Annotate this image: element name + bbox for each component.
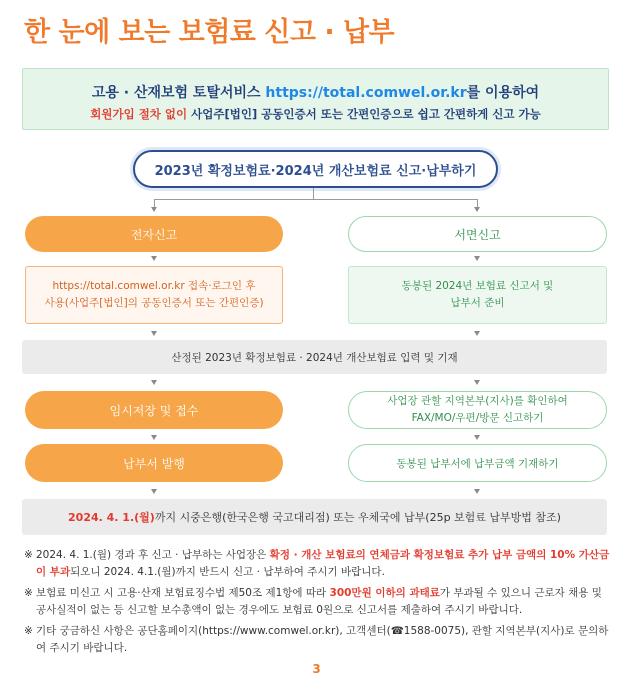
page-title: 한 눈에 보는 보험료 신고 · 납부 xyxy=(24,17,395,48)
note-mark: ※ xyxy=(24,625,33,637)
arrow-down-icon xyxy=(151,489,157,494)
paper-step-prepare-line2: 납부서 준비 xyxy=(450,297,505,309)
note-item xyxy=(24,585,614,618)
deadline-date: 2024. 4. 1.(월) xyxy=(68,511,155,524)
arrow-down-icon xyxy=(474,380,480,385)
intro-prefix: 고용 · 산재보험 토탈서비스 xyxy=(91,85,266,101)
paper-step-submit-line2: FAX/MO/우편/방문 신고하기 xyxy=(411,412,544,424)
note-text: 2024. 4. 1.(월) 경과 후 신고 · 납부하는 사업장은 xyxy=(36,549,270,561)
intro-highlight: 회원가입 절차 없이 xyxy=(90,107,188,121)
arrow-down-icon xyxy=(474,331,480,336)
electronic-step-login xyxy=(25,266,283,324)
connector-line xyxy=(477,199,478,207)
note-item xyxy=(24,623,614,656)
electronic-step-issue: 납부서 발행 xyxy=(25,444,283,482)
arrow-down-icon xyxy=(474,435,480,440)
arrow-down-icon xyxy=(151,380,157,385)
paper-step-prepare xyxy=(348,266,607,324)
process-title: 2023년 확정보험료·2024년 개산보험료 신고·납부하기 xyxy=(133,150,498,188)
arrow-down-icon xyxy=(474,207,480,212)
notes xyxy=(24,547,614,661)
note-mark: ※ xyxy=(24,549,33,561)
intro-headline xyxy=(23,82,608,102)
electronic-filing-label: 전자신고 xyxy=(25,216,283,252)
note-text: 되오니 2024. 4.1.(월)까지 반드시 신고 · 납부하여 주시기 바랍니다. xyxy=(70,565,385,578)
note-highlight: 확정 · 개산 보험료의 연체금과 확정보험료 추가 납부 금액의 10% 가산금이 부과 xyxy=(36,549,610,578)
deadline-text: 까지 시중은행(한국은행 국고대리점) 또는 우체국에 납부(25p 보험료 납부방법 참조) xyxy=(154,511,561,524)
electronic-step-submit: 임시저장 및 접수 xyxy=(25,391,283,429)
page-number: 3 xyxy=(312,662,321,676)
connector-line xyxy=(154,199,478,200)
payment-deadline xyxy=(22,499,607,535)
note-text: 가 부과될 수 있으니 근로자 채용 및 공사실적이 없는 등 신고할 보수총액이 없는 경우에도 보험료 0원으로 신고서를 제출하여 주시기 바랍니다. xyxy=(36,587,602,616)
arrow-down-icon xyxy=(474,489,480,494)
paper-filing-label: 서면신고 xyxy=(348,216,607,252)
electronic-step-login-line1: https://total.comwel.or.kr 접속·로그인 후 xyxy=(52,280,256,292)
arrow-down-icon xyxy=(151,331,157,336)
electronic-step-login-line2: 사용(사업주[법인]의 공동인증서 또는 간편인증) xyxy=(44,297,264,309)
note-item xyxy=(24,547,614,580)
arrow-down-icon xyxy=(151,207,157,212)
connector-line xyxy=(154,199,155,207)
paper-step-prepare-line1: 동봉된 2024년 보험료 신고서 및 xyxy=(401,280,554,292)
paper-step-submit-line1: 사업장 관할 지역본부(지사)를 확인하여 xyxy=(387,395,568,407)
arrow-down-icon xyxy=(151,256,157,261)
intro-box xyxy=(22,68,609,130)
arrow-down-icon xyxy=(474,256,480,261)
intro-subline xyxy=(23,106,608,122)
total-service-link[interactable]: https://total.comwel.or.kr xyxy=(265,85,467,101)
intro-suffix: 를 이용하여 xyxy=(466,85,540,101)
connector-line xyxy=(313,188,314,199)
paper-step-fill-amount: 동봉된 납부서에 납부금액 기재하기 xyxy=(348,444,607,482)
note-text: 보험료 미신고 시 고용·산재 보험료징수법 제50조 제1항에 따라 xyxy=(36,587,330,599)
note-highlight: 300만원 이하의 과태료 xyxy=(329,587,440,599)
note-text: 기타 궁금하신 사항은 공단홈페이지(https://www.comwel.or.kr), 고객센터(☎1588-0075), 관할 지역본부(지사)로 문의하여 주시기 바랍니다. xyxy=(36,625,609,654)
intro-subline-rest: 사업주[법인] 공동인증서 또는 간편인증으로 쉽고 간편하게 신고 가능 xyxy=(187,107,541,121)
arrow-down-icon xyxy=(151,435,157,440)
common-input-step: 산정된 2023년 확정보험료 · 2024년 개산보험료 입력 및 기재 xyxy=(22,340,607,374)
paper-step-submit xyxy=(348,391,607,429)
note-mark: ※ xyxy=(24,587,33,599)
